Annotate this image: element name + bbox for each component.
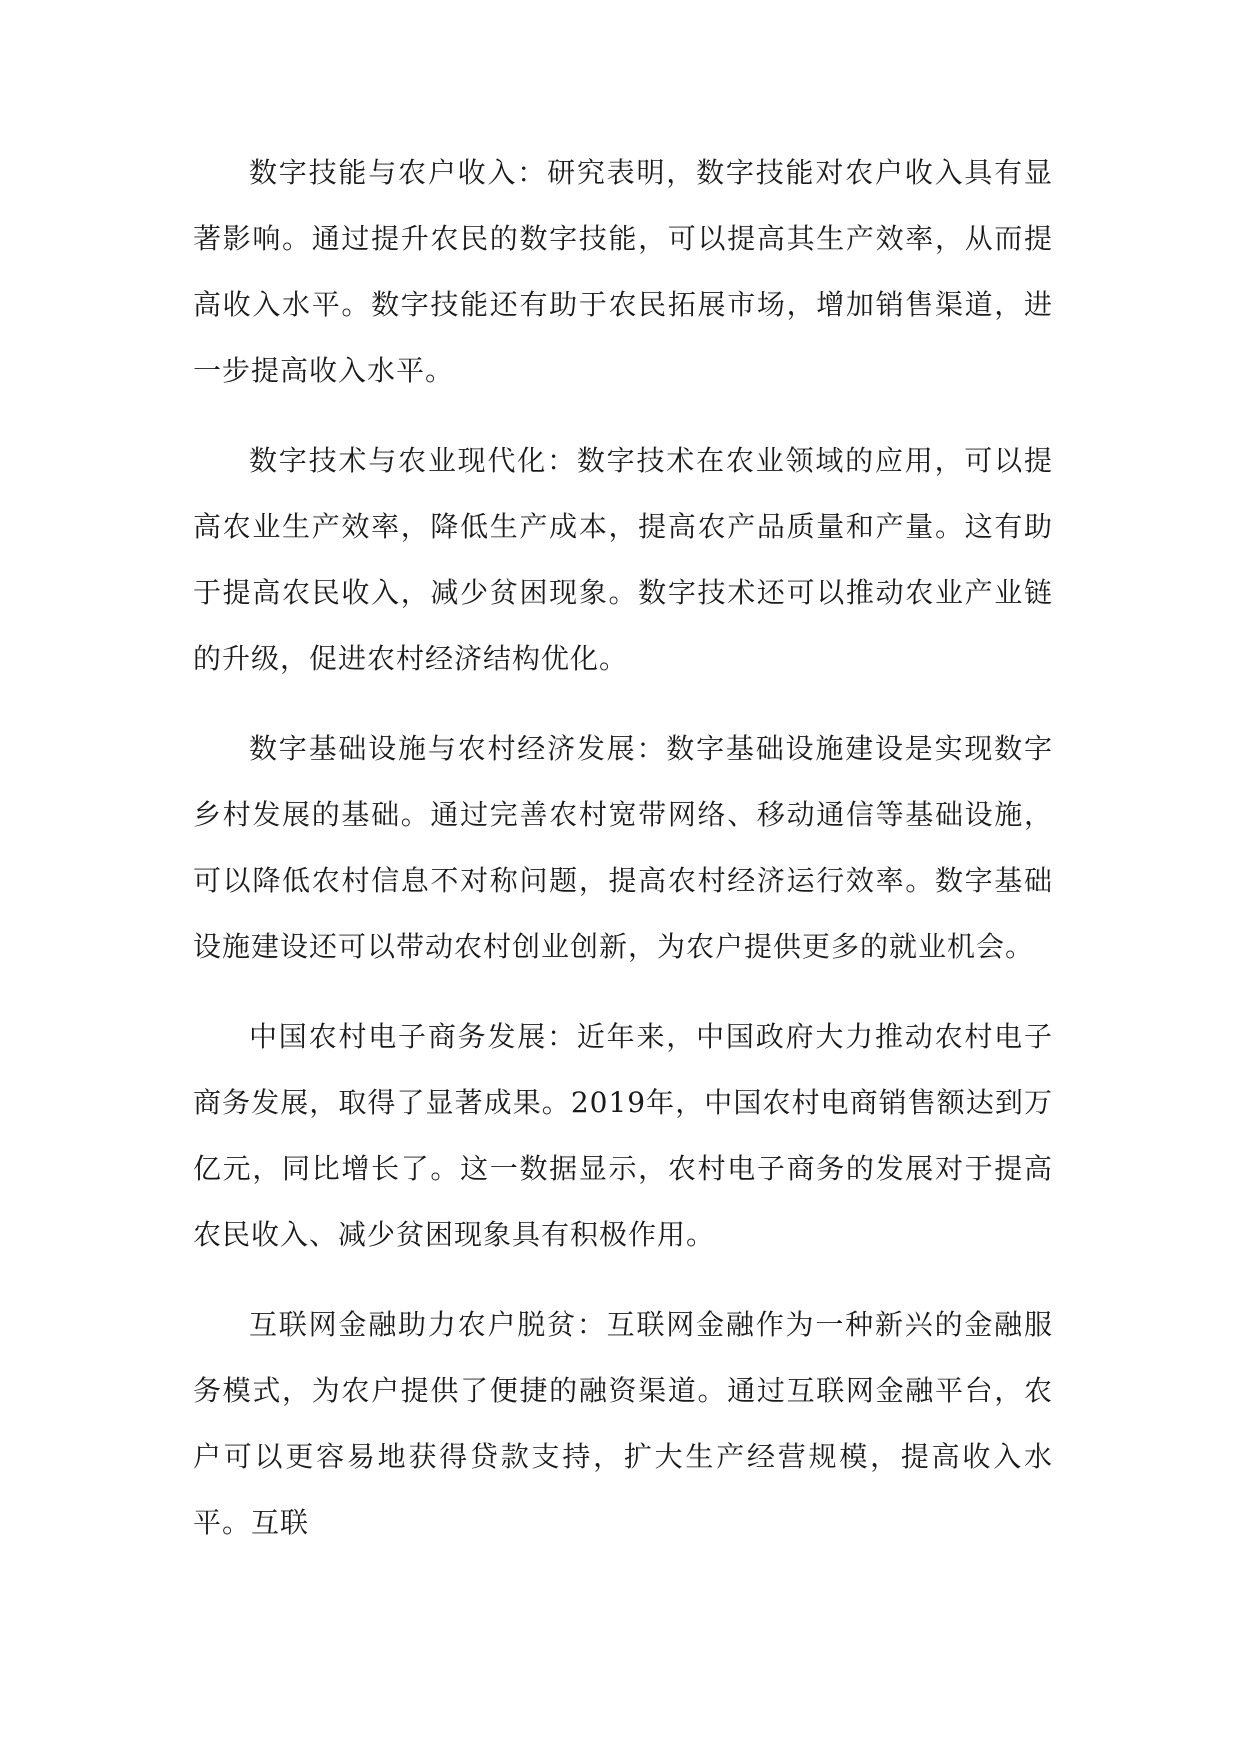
paragraph-digital-infrastructure: 数字基础设施与农村经济发展：数字基础设施建设是实现数字乡村发展的基础。通过完善农村宽带网络、移动通信等基础设施，可以降低农村信息不对称问题，提高农村经济运行效率。数字基础设施建设还可以带动农村创业创新，为农户提供更多的就业机会。 <box>193 732 1053 963</box>
paragraph-rural-ecommerce: 中国农村电子商务发展：近年来，中国政府大力推动农村电子商务发展，取得了显著成果。2019年，中国农村电商销售额达到万亿元，同比增长了。这一数据显示，农村电子商务的发展对于提高农民收入、减少贫困现象具有积极作用。 <box>193 1020 1053 1251</box>
paragraph-digital-tech-agriculture: 数字技术与农业现代化：数字技术在农业领域的应用，可以提高农业生产效率，降低生产成本，提高农产品质量和产量。这有助于提高农民收入，减少贫困现象。数字技术还可以推动农业产业链的升级，促进农村经济结构优化。 <box>193 444 1053 675</box>
paragraph-digital-skills-income: 数字技能与农户收入：研究表明，数字技能对农户收入具有显著影响。通过提升农民的数字技能，可以提高其生产效率，从而提高收入水平。数字技能还有助于农民拓展市场，增加销售渠道，进一步提高收入水平。 <box>193 156 1053 387</box>
paragraph-internet-finance: 互联网金融助力农户脱贫：互联网金融作为一种新兴的金融服务模式，为农户提供了便捷的融资渠道。通过互联网金融平台，农户可以更容易地获得贷款支持，扩大生产经营规模，提高收入水平。互联 <box>193 1308 1053 1539</box>
document-body <box>193 140 1053 1580</box>
